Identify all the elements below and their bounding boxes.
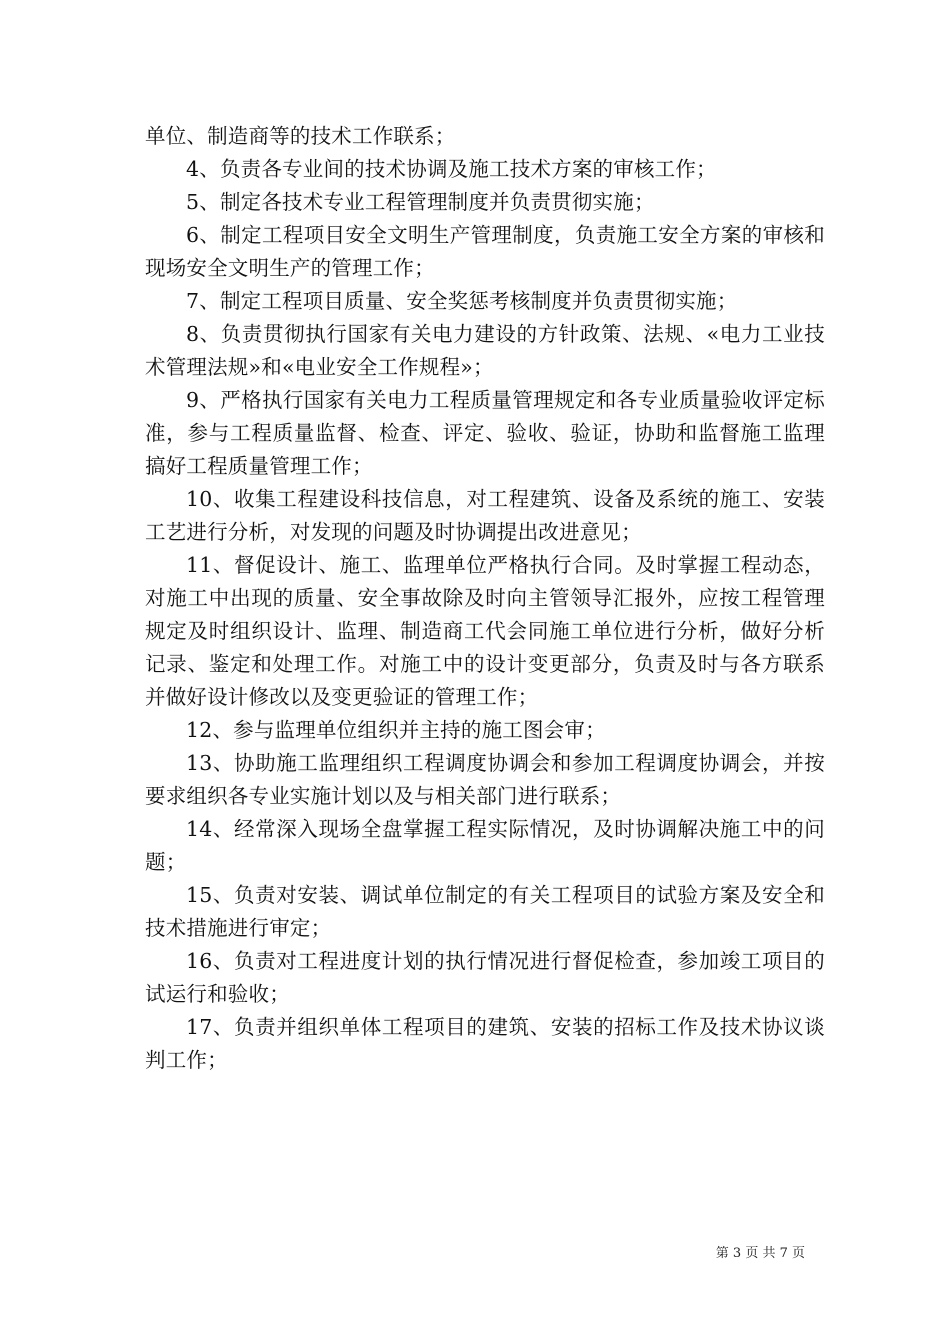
- document-paragraph: 14、经常深入现场全盘掌握工程实际情况，及时协调解决施工中的问题；: [145, 817, 825, 874]
- document-paragraph: 7、制定工程项目质量、安全奖惩考核制度并负责贯彻实施；: [186, 289, 738, 313]
- document-paragraph: 16、负责对工程进度计划的执行情况进行督促检查，参加竣工项目的试运行和验收；: [145, 949, 825, 1006]
- document-paragraph: 9、严格执行国家有关电力工程质量管理规定和各专业质量验收评定标准，参与工程质量监督、检查、评定、验收、验证，协助和监督施工监理搞好工程质量管理工作；: [145, 388, 825, 478]
- document-body: [145, 120, 825, 1077]
- document-paragraph: 4、负责各专业间的技术协调及施工技术方案的审核工作；: [186, 157, 717, 181]
- document-paragraph: 11、督促设计、施工、监理单位严格执行合同。及时掌握工程动态，对施工中出现的质量、安全事故除及时向主管领导汇报外，应按工程管理规定及时组织设计、监理、制造商工代会同施工单位进行分析，做好分析记录、鉴定和处理工作。对施工中的设计变更部分，负责及时与各方联系并做好设计修改以及变更验证的管理工作；: [145, 553, 825, 709]
- page-number: 第 3 页 共 7 页: [715, 1246, 805, 1261]
- document-paragraph: 17、负责并组织单体工程项目的建筑、安装的招标工作及技术协议谈判工作；: [145, 1015, 825, 1072]
- document-paragraph: 6、制定工程项目安全文明生产管理制度，负责施工安全方案的审核和现场安全文明生产的管理工作；: [145, 223, 825, 280]
- document-paragraph: 12、参与监理单位组织并主持的施工图会审；: [186, 718, 606, 742]
- document-paragraph: 13、协助施工监理组织工程调度协调会和参加工程调度协调会，并按要求组织各专业实施计划以及与相关部门进行联系；: [145, 751, 825, 808]
- document-paragraph: 15、负责对安装、调试单位制定的有关工程项目的试验方案及安全和技术措施进行审定；: [145, 883, 825, 940]
- document-paragraph: 5、制定各技术专业工程管理制度并负责贯彻实施；: [186, 190, 655, 214]
- document-paragraph: 8、负责贯彻执行国家有关电力建设的方针政策、法规、«电力工业技术管理法规»和«电业安全工作规程»；: [145, 322, 825, 379]
- document-paragraph: 单位、制造商等的技术工作联系；: [145, 124, 456, 148]
- document-paragraph: 10、收集工程建设科技信息，对工程建筑、设备及系统的施工、安装工艺进行分析，对发现的问题及时协调提出改进意见；: [145, 487, 825, 544]
